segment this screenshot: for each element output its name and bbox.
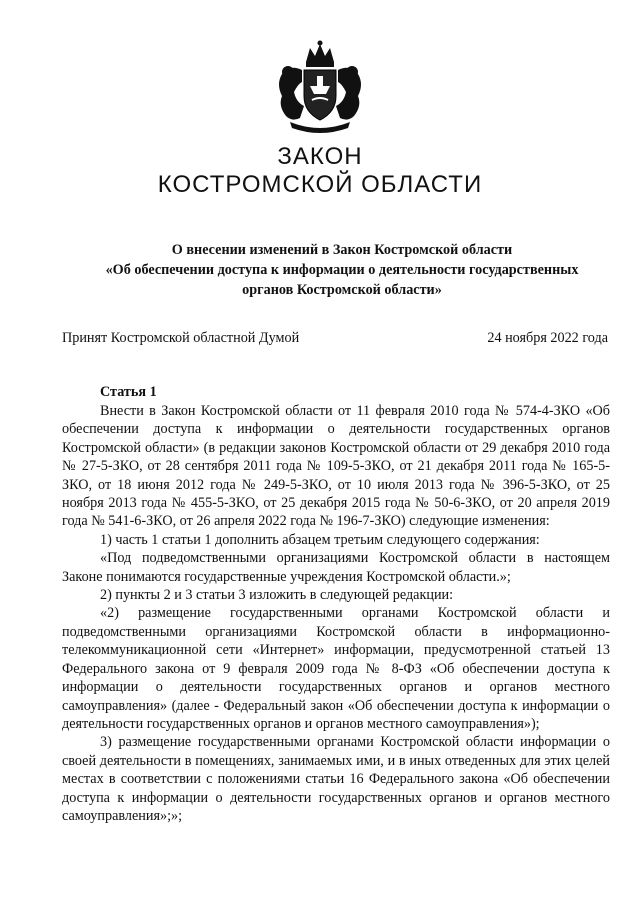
article-paragraph: 2) пункты 2 и 3 статьи 3 изложить в следующей редакции:: [100, 587, 454, 604]
law-heading: ЗАКОН: [277, 143, 363, 170]
adoption-date: 24 ноября 2022 года: [487, 330, 608, 346]
region-heading: КОСТРОМСКОЙ ОБЛАСТИ: [157, 171, 483, 198]
article-body: [62, 402, 610, 825]
article-paragraph: Внести в Закон Костромской области от 11 февраля 2010 года № 574-4-ЗКО «Об обеспечении доступа к информации о деятельности государственных органов Костромской области» (в редакции законов Костромской области от 29 декабря 2010 года № 27-5-ЗКО, от 28 сентября 2011 года № 109-5-ЗКО, от 21 декабря 2011 года № 165-5-ЗКО, от 18 июня 2012 года № 249-5-ЗКО, от 10 июля 2013 года № 396-5-ЗКО, от 25 ноября 2013 года № 455-5-ЗКО, от 25 декабря 2015 года № 50-6-ЗКО, от 20 апреля 2019 года № 541-6-ЗКО, от 26 апреля 2022 года № 196-7-ЗКО) следующие изменения:: [62, 403, 610, 530]
law-title: [62, 240, 622, 300]
law-title-line: «Об обеспечении доступа к информации о деятельности государственных: [105, 262, 579, 278]
article-heading: Статья 1: [100, 384, 157, 400]
article-paragraph: 3) размещение государственными органами Костромской области информации о своей деятельности в помещениях, занимаемых ими, и в иных отведенных для этих целей местах в соответствии с положениями статьи 16 Федерального закона «Об обеспечении доступа к информации о деятельности государственных органов и органов местного самоуправления»;»;: [62, 734, 610, 824]
law-title-line: органов Костромской области»: [242, 282, 442, 298]
law-title-line: О внесении изменений в Закон Костромской области: [171, 242, 513, 258]
article-paragraph: «2) размещение государственными органами Костромской области и подведомственными организациями Костромской области в информационно-телекоммуникационной сети «Интернет» информации, предусмотренной статьей 13 Федерального закона от 9 февраля 2009 года № 8-ФЗ «Об обеспечении доступа к информации о деятельности государственных органов и органов местного самоуправления» (далее - Федеральный закон «Об обеспечении доступа к информации о деятельности государственных органов и органов местного самоуправления»);: [62, 605, 610, 732]
adopted-by: Принят Костромской областной Думой: [62, 330, 300, 346]
coat-of-arms-icon: [268, 40, 372, 134]
article-paragraph: «Под подведомственными организациями Костромской области в настоящем Законе понимаются государственные учреждения Костромской области.»;: [62, 550, 610, 585]
article-paragraph: 1) часть 1 статьи 1 дополнить абзацем третьим следующего содержания:: [100, 531, 540, 548]
